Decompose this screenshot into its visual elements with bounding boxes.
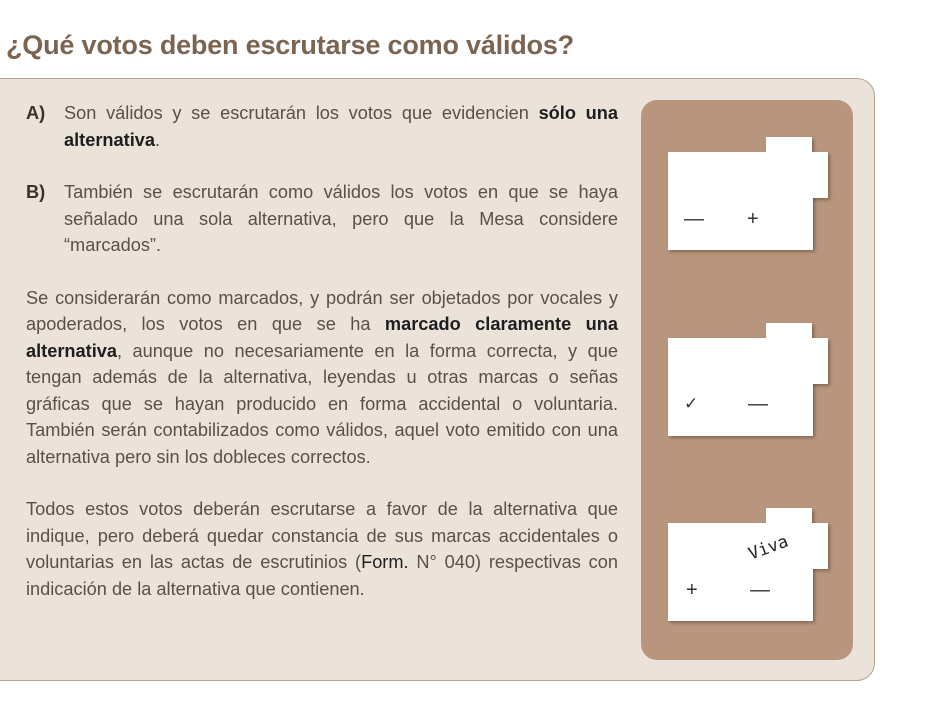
para1-post: , aunque no necesariamente en la forma correcta, y que tengan además de la alternativa, leyendas u otras marcas o señas gráficas que se hayan producido en forma accidental o voluntaria. También serán contabilizados como válidos, aquel voto emitido con una alternativa pero sin los dobleces correctos. — [26, 340, 618, 467]
minus-icon: — — [684, 208, 704, 230]
item-a — [26, 100, 618, 153]
text-column — [26, 100, 618, 602]
item-a-text: Son válidos y se escrutarán los votos que evidencien — [64, 103, 529, 123]
plus-icon: + — [686, 579, 698, 601]
item-b-letter: B) — [26, 182, 46, 202]
page-title: ¿Qué votos deben escrutarse como válidos? — [6, 30, 574, 60]
item-a-letter: A) — [26, 103, 46, 123]
paragraph-marked-votes — [26, 285, 618, 471]
minus-icon: — — [748, 393, 768, 415]
para1-bold: marcado claramente una alternativa — [26, 314, 618, 361]
para2-pre: Todos estos votos deberán escrutarse a favor de la alternativa que indique, pero deberá quedar constancia de sus marcas accidentales o voluntarias en las actas de escrutinios ( — [26, 499, 618, 572]
item-a-end: . — [154, 129, 161, 150]
check-mark-icon: ✓ — [684, 394, 699, 413]
handwritten-note: Viva — [745, 531, 792, 565]
item-a-bold: sólo una alternativa — [64, 103, 618, 150]
para2-dark: Form. — [361, 552, 409, 572]
para2-post: N° 040) respectivas con indicación de la alternativa que contienen. — [26, 552, 618, 599]
plus-icon: + — [747, 208, 759, 230]
paragraph-scrutiny — [26, 496, 618, 602]
item-a-body — [64, 100, 618, 153]
para1-pre: Se considerarán como marcados, y podrán ser objetados por vocales y apoderados, los votos en que se ha — [26, 287, 618, 334]
minus-icon: — — [750, 579, 770, 601]
item-b-text: También se escrutarán como válidos los votos en que se haya señalado una sola alternativa, pero que la Mesa considere “marcados”. — [64, 182, 618, 255]
item-b — [26, 179, 618, 259]
